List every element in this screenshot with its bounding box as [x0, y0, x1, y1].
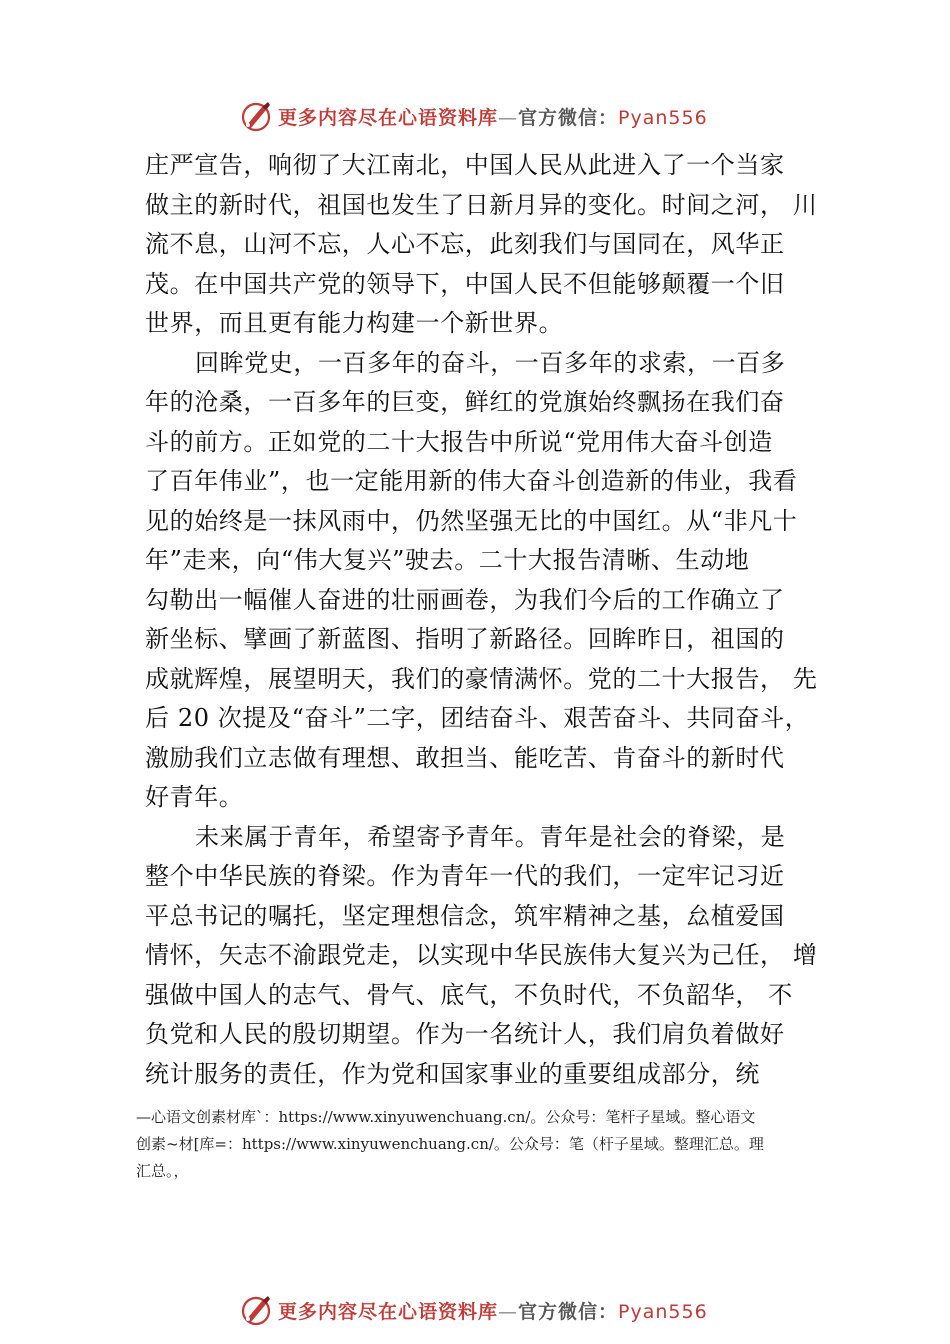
- article-body: [145, 146, 820, 1094]
- body-line: 见的始终是一抹风雨中，仍然坚强无比的中国红。从“非凡十: [145, 506, 798, 535]
- body-line: 新坐标、擘画了新蓝图、指明了新路径。回眸昨日，祖国的: [145, 625, 785, 653]
- body-line: 负党和人民的殷切期望。作为一名统计人，我们肩负着做好: [145, 1020, 785, 1048]
- body-line: 好青年。: [145, 783, 244, 811]
- body-line: 做主的新时代，祖国也发生了日新月异的变化。时间之河， 川: [145, 190, 818, 219]
- body-line: 庄严宣告，响彻了大江南北，中国人民从此进入了一个当家: [145, 151, 785, 179]
- banner-wechat: Pyan556: [618, 1300, 708, 1323]
- body-line: 流不息，山河不忘，人心不忘，此刻我们与国同在，风华正: [145, 230, 785, 258]
- body-line: 未来属于青年，希望寄予青年。青年是社会的脊梁，是: [195, 822, 786, 851]
- body-line: 平总书记的嘱托，坚定理想信念，筑牢精神之基，厽植爱国: [145, 901, 785, 930]
- body-line: 勾勒出一幅催人奋进的壮丽画卷，为我们今后的工作确立了: [145, 585, 785, 614]
- header-banner: [238, 96, 708, 136]
- footer-line: 汇总。，: [136, 1162, 189, 1180]
- body-line: 整个中华民族的脊梁。作为青年一代的我们，一定牢记习近: [145, 862, 785, 890]
- body-line: 成就辉煌，展望明天，我们的豪情满怀。党的二十大报告， 先: [145, 664, 818, 693]
- footer-line: —心语文创素材库`：https://www.xinyuwenchuang.cn/。公众号：笔杆子星域。整心语文: [136, 1108, 756, 1126]
- body-line: 激励我们立志做有理想、敢担当、能吃苦、肯奋斗的新时代: [145, 743, 785, 772]
- banner-text: [278, 103, 708, 130]
- brush-pen-logo-icon: [238, 1292, 274, 1328]
- body-line: 世界，而且更有能力构建一个新世界。: [145, 309, 564, 337]
- footer-note: [136, 1104, 836, 1185]
- body-line: 年”走来，向“伟大复兴”驶去。二十大报告清晰、生动地: [145, 546, 750, 574]
- banner-main: 更多内容尽在心语资料库: [278, 1300, 499, 1323]
- body-line: 情怀，矢志不渝跟党走，以实现中华民族伟大复兴为己任， 增: [145, 941, 818, 969]
- banner-official: 官方微信：: [518, 1300, 619, 1323]
- body-line: 茂。在中国共产党的领导下，中国人民不但能够颠覆一个旧: [145, 269, 785, 298]
- banner-sep: —: [498, 106, 519, 129]
- banner-sep: —: [498, 1300, 519, 1323]
- body-line: 斗的前方。正如党的二十大报告中所说“党用伟大奋斗创造: [145, 427, 773, 456]
- body-line: 年的沧桑，一百多年的巨变，鲜红的党旗始终飘扬在我们奋: [145, 388, 785, 416]
- body-line: 强做中国人的志气、骨气、底气，不负时代，不负韶华， 不: [145, 980, 793, 1009]
- brush-pen-logo-icon: [238, 98, 274, 134]
- body-line: 统计服务的责任，作为党和国家事业的重要组成部分，统: [145, 1059, 760, 1088]
- footer-banner: [238, 1290, 708, 1330]
- banner-main: 更多内容尽在心语资料库: [278, 106, 499, 129]
- banner-wechat: Pyan556: [618, 106, 708, 129]
- footer-line: 创素~材[库=：https://www.xinyuwenchuang.cn/。公众号：笔（杆子星域。整理汇总。理: [136, 1135, 764, 1153]
- body-line: 回眸党史，一百多年的奋斗，一百多年的求索，一百多: [195, 348, 786, 377]
- banner-official: 官方微信：: [518, 106, 619, 129]
- body-line: 后 20 次提及“奋斗”二字，团结奋斗、艰苦奋斗、共同奋斗，: [145, 704, 810, 732]
- body-line: 了百年伟业”，也一定能用新的伟大奋斗创造新的伟业，我看: [145, 467, 798, 495]
- banner-text: [278, 1297, 708, 1324]
